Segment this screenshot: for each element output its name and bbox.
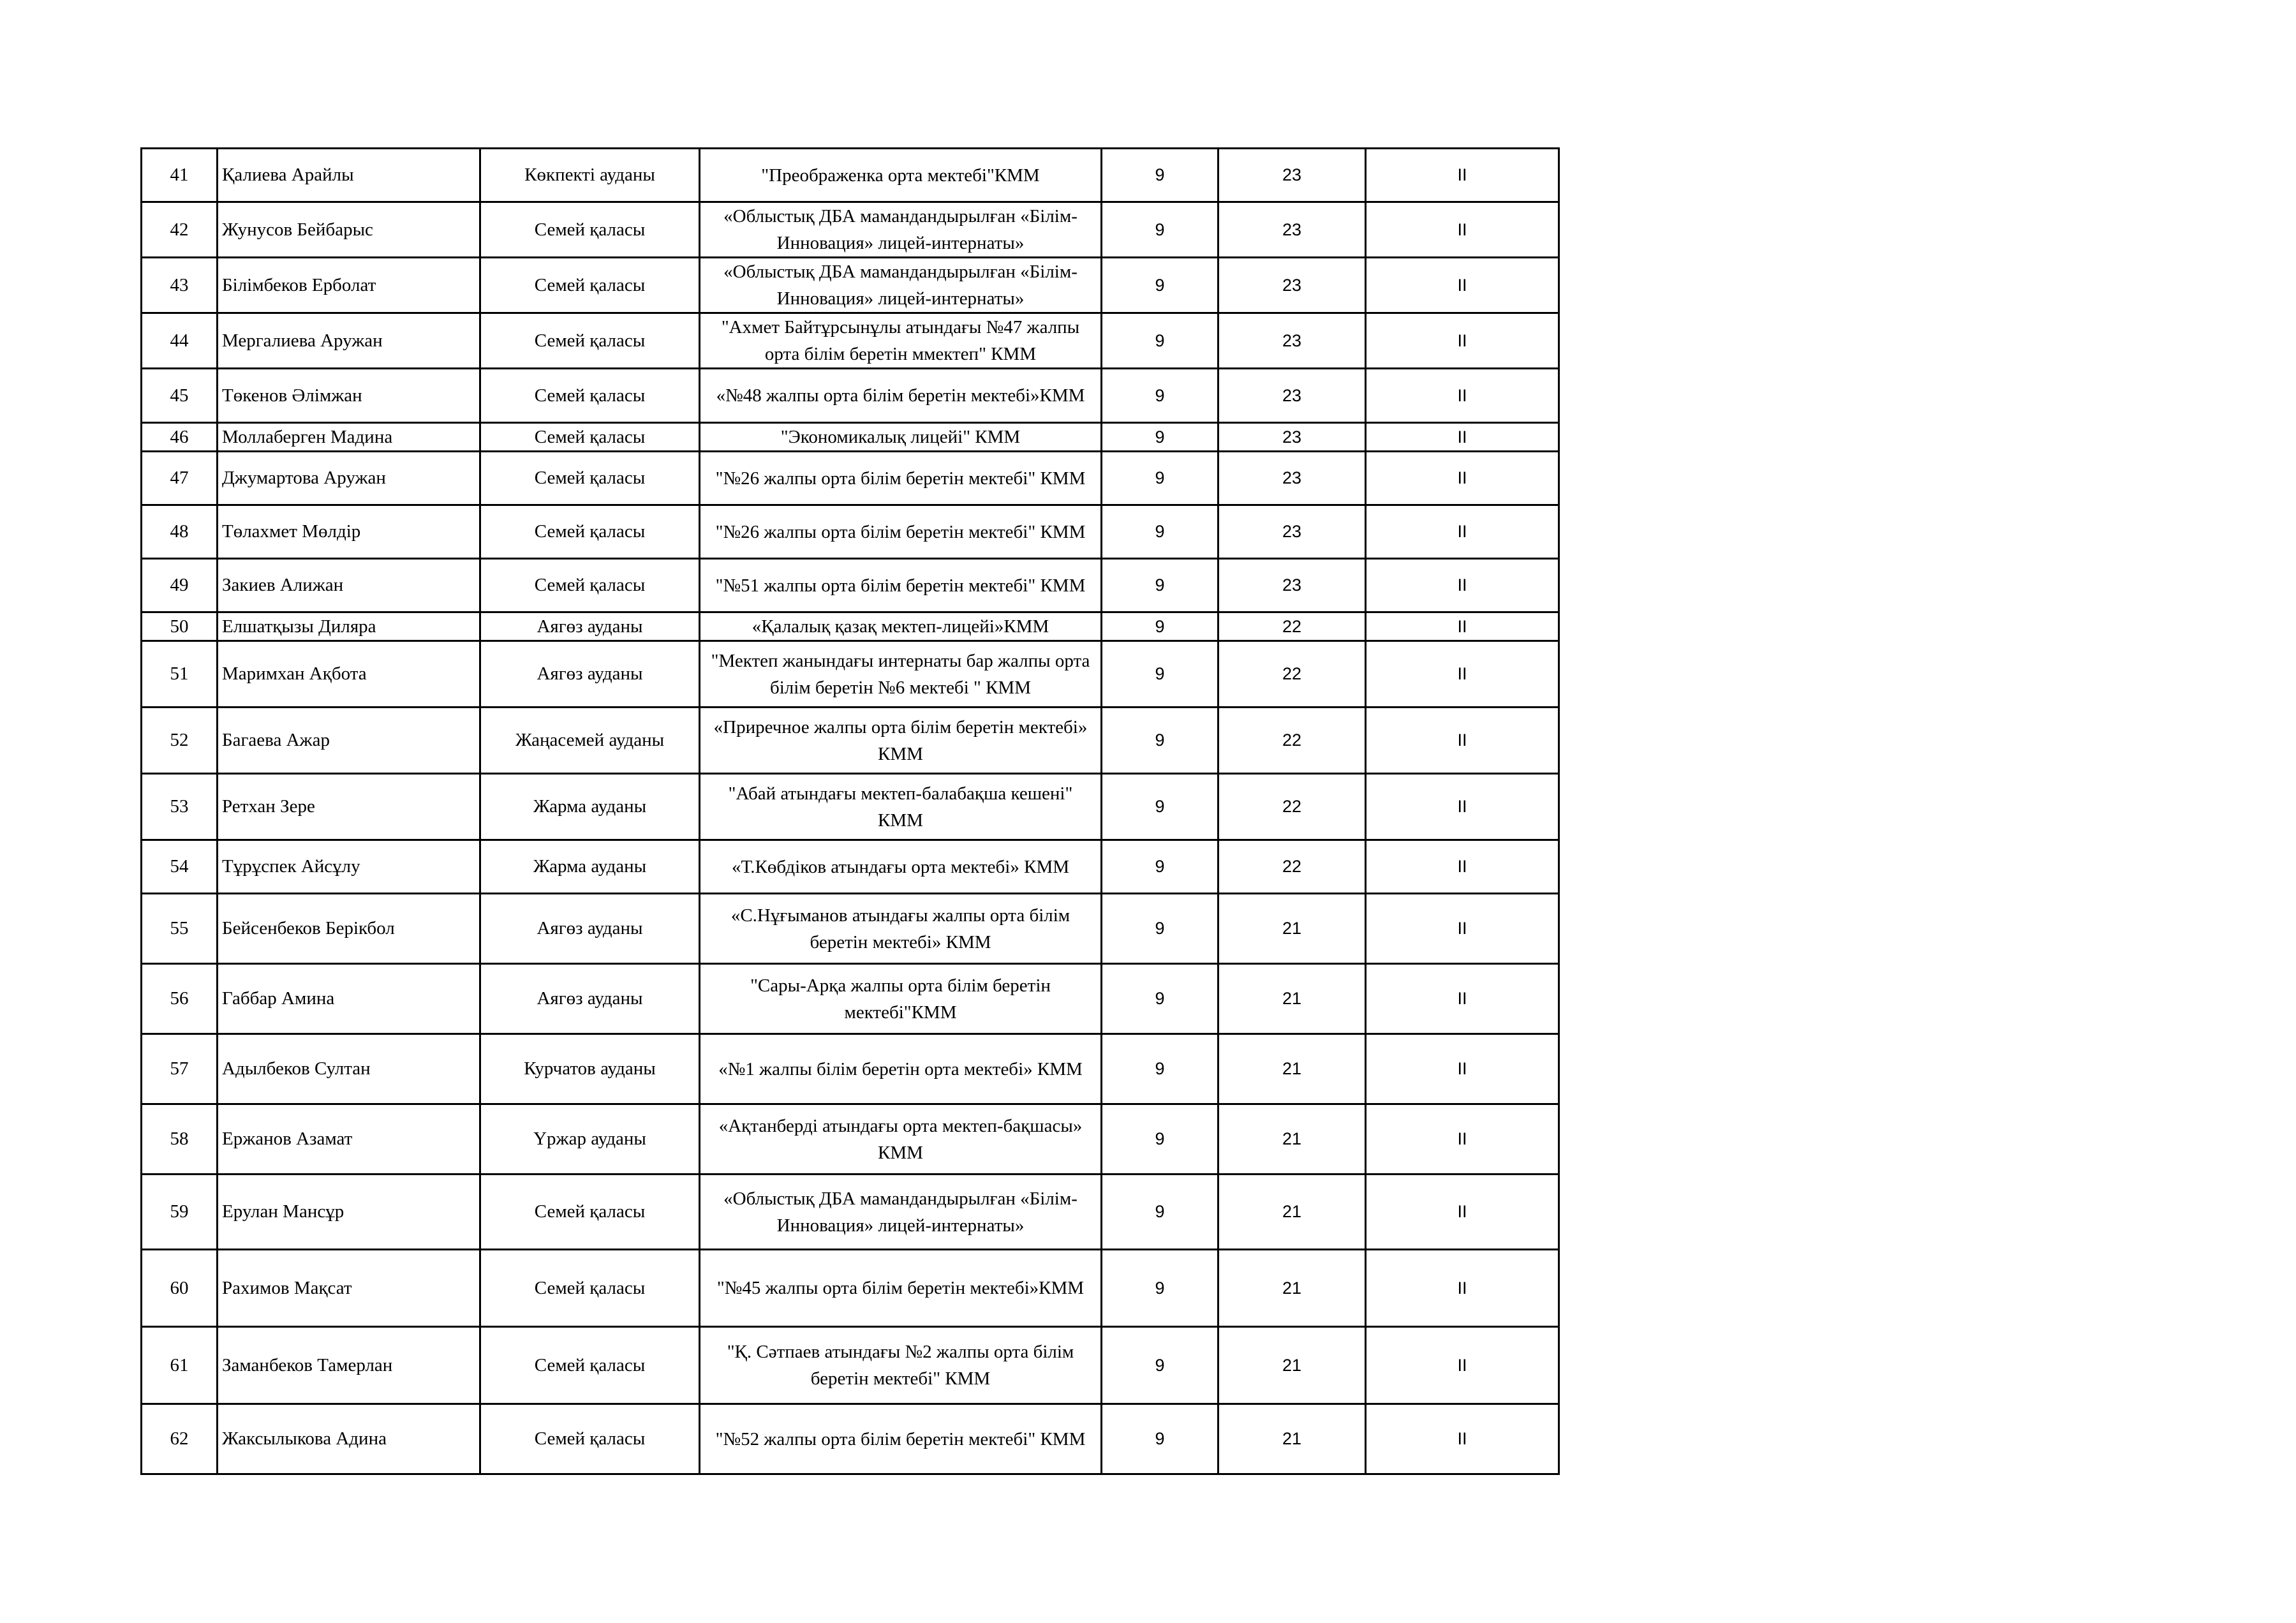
participant-name: Жунусов Бейбарыс	[218, 202, 480, 258]
district-name: Семей қаласы	[480, 1175, 700, 1250]
participant-name: Габбар Амина	[218, 964, 480, 1034]
school-name: «Приречное жалпы орта білім беретін мектебі» КММ	[700, 708, 1102, 774]
row-number: 62	[142, 1404, 218, 1474]
school-name: «Облыстық ДБА мамандандырылған «Білім-Инновация» лицей-интернаты»	[700, 202, 1102, 258]
table-row	[142, 964, 1559, 1034]
table-row	[142, 1104, 1559, 1175]
district-name: Аягөз ауданы	[480, 894, 700, 964]
table-row	[142, 452, 1559, 505]
school-name: «Облыстық ДБА мамандандырылған «Білім-Инновация» лицей-интернаты»	[700, 1175, 1102, 1250]
district-name: Аягөз ауданы	[480, 641, 700, 708]
table-row	[142, 641, 1559, 708]
score-cell: 21	[1218, 1327, 1366, 1404]
participant-name: Мергалиева Аружан	[218, 313, 480, 369]
school-name: "Преображенка орта мектебі"КММ	[700, 149, 1102, 202]
participant-name: Закиев Алижан	[218, 559, 480, 612]
district-name: Үржар ауданы	[480, 1104, 700, 1175]
place-cell: II	[1366, 964, 1559, 1034]
row-number: 53	[142, 774, 218, 840]
grade-cell: 9	[1102, 452, 1218, 505]
school-name: «Облыстық ДБА мамандандырылған «Білім-Инновация» лицей-интернаты»	[700, 258, 1102, 313]
district-name: Семей қаласы	[480, 505, 700, 559]
table-row	[142, 708, 1559, 774]
score-cell: 23	[1218, 202, 1366, 258]
participant-name: Ерулан Мансұр	[218, 1175, 480, 1250]
score-cell: 23	[1218, 452, 1366, 505]
grade-cell: 9	[1102, 258, 1218, 313]
score-cell: 23	[1218, 258, 1366, 313]
table-row	[142, 423, 1559, 452]
row-number: 54	[142, 840, 218, 894]
place-cell: II	[1366, 1250, 1559, 1327]
grade-cell: 9	[1102, 1327, 1218, 1404]
row-number: 46	[142, 423, 218, 452]
district-name: Семей қаласы	[480, 1250, 700, 1327]
table-row	[142, 1250, 1559, 1327]
participant-name: Моллаберген Мадина	[218, 423, 480, 452]
score-cell: 22	[1218, 641, 1366, 708]
district-name: Семей қаласы	[480, 452, 700, 505]
row-number: 52	[142, 708, 218, 774]
school-name: "№26 жалпы орта білім беретін мектебі" КММ	[700, 452, 1102, 505]
grade-cell: 9	[1102, 1034, 1218, 1104]
row-number: 47	[142, 452, 218, 505]
place-cell: II	[1366, 1175, 1559, 1250]
school-name: "Сары-Арқа жалпы орта білім беретін мектебі"КММ	[700, 964, 1102, 1034]
place-cell: II	[1366, 258, 1559, 313]
participant-name: Төлахмет Мөлдір	[218, 505, 480, 559]
grade-cell: 9	[1102, 1404, 1218, 1474]
participant-name: Білімбеков Ерболат	[218, 258, 480, 313]
district-name: Жарма ауданы	[480, 774, 700, 840]
place-cell: II	[1366, 149, 1559, 202]
place-cell: II	[1366, 612, 1559, 641]
school-name: "№52 жалпы орта білім беретін мектебі" КММ	[700, 1404, 1102, 1474]
place-cell: II	[1366, 1104, 1559, 1175]
table-row	[142, 1175, 1559, 1250]
row-number: 57	[142, 1034, 218, 1104]
place-cell: II	[1366, 369, 1559, 423]
table-row	[142, 612, 1559, 641]
score-cell: 23	[1218, 423, 1366, 452]
participant-name: Маримхан Ақбота	[218, 641, 480, 708]
row-number: 42	[142, 202, 218, 258]
table-row	[142, 202, 1559, 258]
school-name: "Экономикалық лицейі" КММ	[700, 423, 1102, 452]
participant-name: Багаева Ажар	[218, 708, 480, 774]
place-cell: II	[1366, 313, 1559, 369]
place-cell: II	[1366, 641, 1559, 708]
place-cell: II	[1366, 1034, 1559, 1104]
school-name: «С.Нұғыманов атындағы жалпы орта білім беретін мектебі» КММ	[700, 894, 1102, 964]
district-name: Семей қаласы	[480, 202, 700, 258]
table-row	[142, 369, 1559, 423]
score-cell: 23	[1218, 559, 1366, 612]
grade-cell: 9	[1102, 708, 1218, 774]
row-number: 58	[142, 1104, 218, 1175]
school-name: "№26 жалпы орта білім беретін мектебі" КММ	[700, 505, 1102, 559]
score-cell: 22	[1218, 612, 1366, 641]
participant-name: Джумартова Аружан	[218, 452, 480, 505]
grade-cell: 9	[1102, 149, 1218, 202]
school-name: "Қ. Сәтпаев атындағы №2 жалпы орта білім беретін мектебі" КММ	[700, 1327, 1102, 1404]
table-row	[142, 840, 1559, 894]
row-number: 44	[142, 313, 218, 369]
table-row	[142, 258, 1559, 313]
school-name: «Т.Көбдіков атындағы орта мектебі» КММ	[700, 840, 1102, 894]
participant-name: Заманбеков Тамерлан	[218, 1327, 480, 1404]
place-cell: II	[1366, 708, 1559, 774]
grade-cell: 9	[1102, 774, 1218, 840]
row-number: 60	[142, 1250, 218, 1327]
grade-cell: 9	[1102, 505, 1218, 559]
district-name: Семей қаласы	[480, 313, 700, 369]
table-body	[142, 149, 1559, 1474]
row-number: 59	[142, 1175, 218, 1250]
table-row	[142, 1404, 1559, 1474]
grade-cell: 9	[1102, 964, 1218, 1034]
place-cell: II	[1366, 774, 1559, 840]
participant-name: Рахимов Мақсат	[218, 1250, 480, 1327]
place-cell: II	[1366, 505, 1559, 559]
grade-cell: 9	[1102, 641, 1218, 708]
score-cell: 23	[1218, 369, 1366, 423]
score-cell: 21	[1218, 1175, 1366, 1250]
results-table	[140, 147, 1560, 1475]
district-name: Жарма ауданы	[480, 840, 700, 894]
row-number: 56	[142, 964, 218, 1034]
participant-name: Тұрұспек Айсұлу	[218, 840, 480, 894]
grade-cell: 9	[1102, 840, 1218, 894]
district-name: Аягөз ауданы	[480, 612, 700, 641]
district-name: Семей қаласы	[480, 559, 700, 612]
participant-name: Бейсенбеков Берікбол	[218, 894, 480, 964]
grade-cell: 9	[1102, 423, 1218, 452]
place-cell: II	[1366, 894, 1559, 964]
participant-name: Ержанов Азамат	[218, 1104, 480, 1175]
school-name: «№1 жалпы білім беретін орта мектебі» КММ	[700, 1034, 1102, 1104]
score-cell: 23	[1218, 505, 1366, 559]
grade-cell: 9	[1102, 1175, 1218, 1250]
grade-cell: 9	[1102, 894, 1218, 964]
score-cell: 22	[1218, 840, 1366, 894]
score-cell: 23	[1218, 313, 1366, 369]
grade-cell: 9	[1102, 612, 1218, 641]
district-name: Семей қаласы	[480, 258, 700, 313]
district-name: Семей қаласы	[480, 1327, 700, 1404]
school-name: «№48 жалпы орта білім беретін мектебі»КММ	[700, 369, 1102, 423]
school-name: «Қалалық қазақ мектеп-лицейі»КММ	[700, 612, 1102, 641]
row-number: 45	[142, 369, 218, 423]
place-cell: II	[1366, 1404, 1559, 1474]
score-cell: 21	[1218, 964, 1366, 1034]
row-number: 50	[142, 612, 218, 641]
score-cell: 21	[1218, 894, 1366, 964]
place-cell: II	[1366, 559, 1559, 612]
participant-name: Ретхан Зере	[218, 774, 480, 840]
participant-name: Жаксылыкова Адина	[218, 1404, 480, 1474]
district-name: Семей қаласы	[480, 369, 700, 423]
place-cell: II	[1366, 840, 1559, 894]
participant-name: Төкенов Әлімжан	[218, 369, 480, 423]
score-cell: 21	[1218, 1104, 1366, 1175]
participant-name: Елшатқызы Диляра	[218, 612, 480, 641]
district-name: Көкпекті ауданы	[480, 149, 700, 202]
school-name: "№51 жалпы орта білім беретін мектебі" КММ	[700, 559, 1102, 612]
table-row	[142, 505, 1559, 559]
row-number: 55	[142, 894, 218, 964]
table-row	[142, 1327, 1559, 1404]
district-name: Семей қаласы	[480, 423, 700, 452]
score-cell: 23	[1218, 149, 1366, 202]
school-name: "Абай атындағы мектеп-балабақша кешені" КММ	[700, 774, 1102, 840]
row-number: 48	[142, 505, 218, 559]
place-cell: II	[1366, 452, 1559, 505]
row-number: 51	[142, 641, 218, 708]
row-number: 49	[142, 559, 218, 612]
participant-name: Қалиева Арайлы	[218, 149, 480, 202]
row-number: 43	[142, 258, 218, 313]
score-cell: 22	[1218, 774, 1366, 840]
school-name: "Мектеп жанындағы интернаты бар жалпы орта білім беретін №6 мектебі " КММ	[700, 641, 1102, 708]
place-cell: II	[1366, 202, 1559, 258]
school-name: «Ақтанберді атындағы орта мектеп-бақшасы» КММ	[700, 1104, 1102, 1175]
row-number: 41	[142, 149, 218, 202]
grade-cell: 9	[1102, 1104, 1218, 1175]
table-row	[142, 1034, 1559, 1104]
table-row	[142, 149, 1559, 202]
table-row	[142, 559, 1559, 612]
grade-cell: 9	[1102, 559, 1218, 612]
grade-cell: 9	[1102, 1250, 1218, 1327]
table-row	[142, 774, 1559, 840]
district-name: Аягөз ауданы	[480, 964, 700, 1034]
score-cell: 22	[1218, 708, 1366, 774]
grade-cell: 9	[1102, 202, 1218, 258]
score-cell: 21	[1218, 1250, 1366, 1327]
district-name: Жаңасемей ауданы	[480, 708, 700, 774]
score-cell: 21	[1218, 1034, 1366, 1104]
place-cell: II	[1366, 423, 1559, 452]
district-name: Курчатов ауданы	[480, 1034, 700, 1104]
district-name: Семей қаласы	[480, 1404, 700, 1474]
score-cell: 21	[1218, 1404, 1366, 1474]
place-cell: II	[1366, 1327, 1559, 1404]
table-row	[142, 313, 1559, 369]
school-name: "Ахмет Байтұрсынұлы атындағы №47 жалпы орта білім беретін ммектеп" КММ	[700, 313, 1102, 369]
participant-name: Адылбеков Султан	[218, 1034, 480, 1104]
school-name: "№45 жалпы орта білім беретін мектебі»КММ	[700, 1250, 1102, 1327]
grade-cell: 9	[1102, 369, 1218, 423]
grade-cell: 9	[1102, 313, 1218, 369]
row-number: 61	[142, 1327, 218, 1404]
table-row	[142, 894, 1559, 964]
